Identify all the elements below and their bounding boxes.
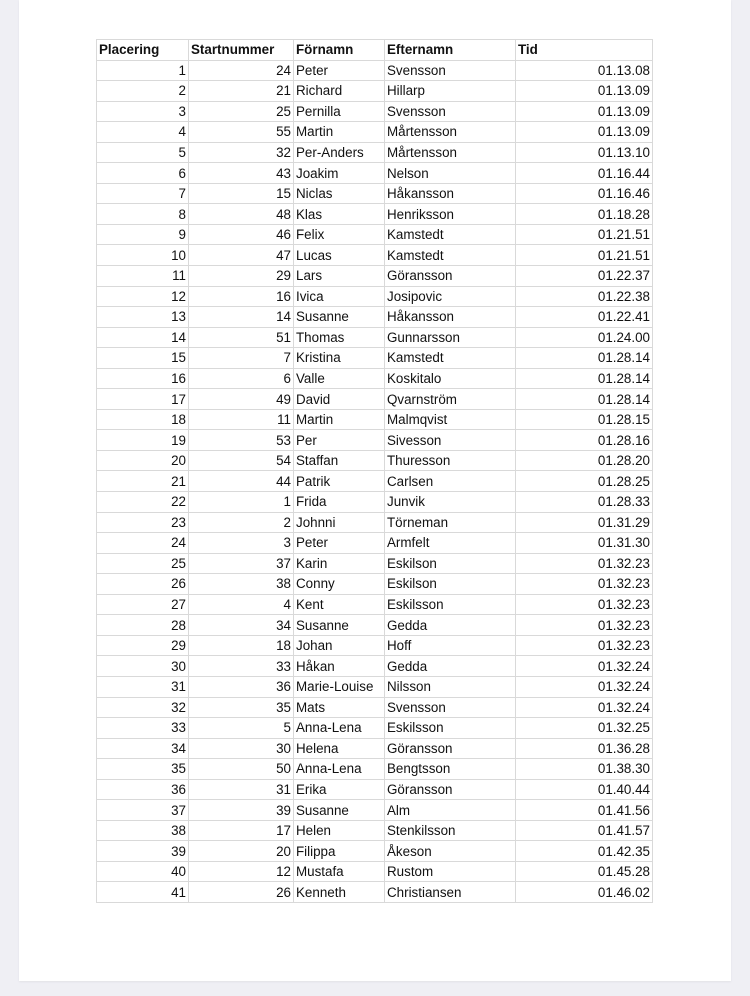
cell-startnummer: 44 bbox=[189, 471, 294, 492]
cell-placering: 19 bbox=[97, 430, 189, 451]
table-row bbox=[97, 656, 653, 677]
table-row bbox=[97, 204, 653, 225]
cell-tid: 01.18.28 bbox=[516, 204, 653, 225]
results-table bbox=[96, 39, 653, 903]
cell-tid: 01.42.35 bbox=[516, 841, 653, 862]
cell-startnummer: 20 bbox=[189, 841, 294, 862]
cell-placering: 30 bbox=[97, 656, 189, 677]
table-row bbox=[97, 841, 653, 862]
cell-fornamn: Kent bbox=[294, 594, 385, 615]
cell-fornamn: Martin bbox=[294, 409, 385, 430]
cell-tid: 01.32.24 bbox=[516, 697, 653, 718]
cell-tid: 01.28.33 bbox=[516, 492, 653, 513]
table-row bbox=[97, 820, 653, 841]
cell-placering: 26 bbox=[97, 574, 189, 595]
cell-efternamn: Mårtensson bbox=[385, 122, 516, 143]
cell-startnummer: 24 bbox=[189, 60, 294, 81]
table-row bbox=[97, 183, 653, 204]
cell-tid: 01.41.57 bbox=[516, 820, 653, 841]
cell-efternamn: Junvik bbox=[385, 492, 516, 513]
cell-efternamn: Christiansen bbox=[385, 882, 516, 903]
cell-efternamn: Kamstedt bbox=[385, 245, 516, 266]
cell-efternamn: Thuresson bbox=[385, 450, 516, 471]
cell-startnummer: 53 bbox=[189, 430, 294, 451]
cell-startnummer: 5 bbox=[189, 718, 294, 739]
cell-tid: 01.40.44 bbox=[516, 779, 653, 800]
cell-placering: 10 bbox=[97, 245, 189, 266]
cell-tid: 01.24.00 bbox=[516, 327, 653, 348]
cell-efternamn: Gedda bbox=[385, 615, 516, 636]
cell-fornamn: Anna-Lena bbox=[294, 759, 385, 780]
cell-efternamn: Bengtsson bbox=[385, 759, 516, 780]
table-row bbox=[97, 368, 653, 389]
cell-efternamn: Eskilson bbox=[385, 553, 516, 574]
cell-placering: 27 bbox=[97, 594, 189, 615]
cell-placering: 29 bbox=[97, 635, 189, 656]
cell-efternamn: Eskilson bbox=[385, 574, 516, 595]
cell-placering: 22 bbox=[97, 492, 189, 513]
cell-placering: 35 bbox=[97, 759, 189, 780]
cell-startnummer: 48 bbox=[189, 204, 294, 225]
cell-fornamn: Valle bbox=[294, 368, 385, 389]
cell-tid: 01.45.28 bbox=[516, 861, 653, 882]
cell-efternamn: Håkansson bbox=[385, 307, 516, 328]
cell-tid: 01.32.24 bbox=[516, 656, 653, 677]
cell-placering: 23 bbox=[97, 512, 189, 533]
cell-placering: 25 bbox=[97, 553, 189, 574]
cell-placering: 41 bbox=[97, 882, 189, 903]
cell-placering: 32 bbox=[97, 697, 189, 718]
cell-fornamn: Lars bbox=[294, 266, 385, 287]
cell-placering: 39 bbox=[97, 841, 189, 862]
cell-fornamn: Helena bbox=[294, 738, 385, 759]
cell-efternamn: Göransson bbox=[385, 738, 516, 759]
cell-startnummer: 38 bbox=[189, 574, 294, 595]
cell-efternamn: Nelson bbox=[385, 163, 516, 184]
cell-placering: 4 bbox=[97, 122, 189, 143]
cell-startnummer: 50 bbox=[189, 759, 294, 780]
cell-fornamn: Thomas bbox=[294, 327, 385, 348]
cell-efternamn: Svensson bbox=[385, 60, 516, 81]
cell-fornamn: Richard bbox=[294, 81, 385, 102]
cell-efternamn: Carlsen bbox=[385, 471, 516, 492]
header-efternamn: Efternamn bbox=[385, 40, 516, 61]
cell-efternamn: Mårtensson bbox=[385, 142, 516, 163]
cell-startnummer: 26 bbox=[189, 882, 294, 903]
cell-placering: 16 bbox=[97, 368, 189, 389]
cell-fornamn: Mats bbox=[294, 697, 385, 718]
cell-fornamn: Johan bbox=[294, 635, 385, 656]
cell-fornamn: Staffan bbox=[294, 450, 385, 471]
cell-tid: 01.22.41 bbox=[516, 307, 653, 328]
table-row bbox=[97, 574, 653, 595]
cell-efternamn: Hoff bbox=[385, 635, 516, 656]
cell-placering: 8 bbox=[97, 204, 189, 225]
cell-placering: 7 bbox=[97, 183, 189, 204]
table-row bbox=[97, 450, 653, 471]
cell-startnummer: 31 bbox=[189, 779, 294, 800]
cell-tid: 01.13.09 bbox=[516, 122, 653, 143]
cell-tid: 01.22.38 bbox=[516, 286, 653, 307]
cell-fornamn: Peter bbox=[294, 533, 385, 554]
cell-tid: 01.31.30 bbox=[516, 533, 653, 554]
cell-tid: 01.22.37 bbox=[516, 266, 653, 287]
cell-efternamn: Nilsson bbox=[385, 676, 516, 697]
cell-tid: 01.46.02 bbox=[516, 882, 653, 903]
header-tid: Tid bbox=[516, 40, 653, 61]
cell-efternamn: Eskilsson bbox=[385, 594, 516, 615]
cell-startnummer: 18 bbox=[189, 635, 294, 656]
table-row bbox=[97, 409, 653, 430]
cell-startnummer: 47 bbox=[189, 245, 294, 266]
cell-tid: 01.28.20 bbox=[516, 450, 653, 471]
cell-placering: 31 bbox=[97, 676, 189, 697]
table-row bbox=[97, 882, 653, 903]
cell-placering: 3 bbox=[97, 101, 189, 122]
cell-startnummer: 11 bbox=[189, 409, 294, 430]
cell-placering: 5 bbox=[97, 142, 189, 163]
cell-placering: 18 bbox=[97, 409, 189, 430]
cell-fornamn: Felix bbox=[294, 224, 385, 245]
cell-efternamn: Josipovic bbox=[385, 286, 516, 307]
cell-efternamn: Malmqvist bbox=[385, 409, 516, 430]
cell-efternamn: Alm bbox=[385, 800, 516, 821]
cell-fornamn: Karin bbox=[294, 553, 385, 574]
cell-efternamn: Göransson bbox=[385, 266, 516, 287]
cell-tid: 01.31.29 bbox=[516, 512, 653, 533]
cell-fornamn: Pernilla bbox=[294, 101, 385, 122]
cell-efternamn: Gedda bbox=[385, 656, 516, 677]
cell-fornamn: Mustafa bbox=[294, 861, 385, 882]
table-row bbox=[97, 224, 653, 245]
cell-placering: 24 bbox=[97, 533, 189, 554]
document-page bbox=[19, 0, 731, 981]
cell-efternamn: Göransson bbox=[385, 779, 516, 800]
cell-tid: 01.21.51 bbox=[516, 224, 653, 245]
table-row bbox=[97, 738, 653, 759]
table-row bbox=[97, 492, 653, 513]
cell-placering: 1 bbox=[97, 60, 189, 81]
cell-tid: 01.32.23 bbox=[516, 594, 653, 615]
cell-fornamn: Peter bbox=[294, 60, 385, 81]
cell-efternamn: Svensson bbox=[385, 697, 516, 718]
cell-startnummer: 17 bbox=[189, 820, 294, 841]
cell-fornamn: Ivica bbox=[294, 286, 385, 307]
cell-tid: 01.32.24 bbox=[516, 676, 653, 697]
table-row bbox=[97, 286, 653, 307]
cell-startnummer: 51 bbox=[189, 327, 294, 348]
cell-fornamn: Kenneth bbox=[294, 882, 385, 903]
cell-tid: 01.32.23 bbox=[516, 635, 653, 656]
table-row bbox=[97, 779, 653, 800]
cell-tid: 01.28.16 bbox=[516, 430, 653, 451]
cell-placering: 20 bbox=[97, 450, 189, 471]
cell-fornamn: Filippa bbox=[294, 841, 385, 862]
cell-tid: 01.28.14 bbox=[516, 348, 653, 369]
cell-fornamn: Erika bbox=[294, 779, 385, 800]
cell-efternamn: Sivesson bbox=[385, 430, 516, 451]
cell-efternamn: Eskilsson bbox=[385, 718, 516, 739]
cell-startnummer: 46 bbox=[189, 224, 294, 245]
cell-fornamn: Susanne bbox=[294, 615, 385, 636]
table-row bbox=[97, 101, 653, 122]
table-row bbox=[97, 163, 653, 184]
cell-placering: 6 bbox=[97, 163, 189, 184]
table-row bbox=[97, 861, 653, 882]
cell-placering: 28 bbox=[97, 615, 189, 636]
table-row bbox=[97, 676, 653, 697]
cell-tid: 01.16.44 bbox=[516, 163, 653, 184]
cell-tid: 01.32.23 bbox=[516, 574, 653, 595]
cell-tid: 01.32.23 bbox=[516, 553, 653, 574]
cell-placering: 17 bbox=[97, 389, 189, 410]
cell-placering: 40 bbox=[97, 861, 189, 882]
cell-fornamn: Håkan bbox=[294, 656, 385, 677]
cell-startnummer: 32 bbox=[189, 142, 294, 163]
cell-startnummer: 7 bbox=[189, 348, 294, 369]
table-row bbox=[97, 800, 653, 821]
cell-startnummer: 39 bbox=[189, 800, 294, 821]
cell-startnummer: 16 bbox=[189, 286, 294, 307]
cell-placering: 38 bbox=[97, 820, 189, 841]
cell-tid: 01.13.09 bbox=[516, 101, 653, 122]
cell-fornamn: Niclas bbox=[294, 183, 385, 204]
table-row bbox=[97, 327, 653, 348]
cell-placering: 9 bbox=[97, 224, 189, 245]
cell-tid: 01.32.25 bbox=[516, 718, 653, 739]
cell-startnummer: 15 bbox=[189, 183, 294, 204]
cell-fornamn: Lucas bbox=[294, 245, 385, 266]
cell-placering: 21 bbox=[97, 471, 189, 492]
table-row bbox=[97, 718, 653, 739]
table-row bbox=[97, 81, 653, 102]
cell-fornamn: Susanne bbox=[294, 307, 385, 328]
cell-tid: 01.36.28 bbox=[516, 738, 653, 759]
cell-tid: 01.28.25 bbox=[516, 471, 653, 492]
cell-placering: 13 bbox=[97, 307, 189, 328]
cell-fornamn: Martin bbox=[294, 122, 385, 143]
cell-fornamn: Patrik bbox=[294, 471, 385, 492]
table-row bbox=[97, 471, 653, 492]
cell-placering: 12 bbox=[97, 286, 189, 307]
cell-startnummer: 14 bbox=[189, 307, 294, 328]
cell-startnummer: 49 bbox=[189, 389, 294, 410]
cell-fornamn: Helen bbox=[294, 820, 385, 841]
cell-placering: 34 bbox=[97, 738, 189, 759]
cell-fornamn: Johnni bbox=[294, 512, 385, 533]
cell-fornamn: Per bbox=[294, 430, 385, 451]
cell-placering: 33 bbox=[97, 718, 189, 739]
cell-startnummer: 29 bbox=[189, 266, 294, 287]
cell-efternamn: Hillarp bbox=[385, 81, 516, 102]
table-row bbox=[97, 615, 653, 636]
cell-efternamn: Törneman bbox=[385, 512, 516, 533]
cell-placering: 37 bbox=[97, 800, 189, 821]
table-row bbox=[97, 266, 653, 287]
table-row bbox=[97, 142, 653, 163]
cell-tid: 01.28.14 bbox=[516, 389, 653, 410]
cell-startnummer: 36 bbox=[189, 676, 294, 697]
cell-placering: 2 bbox=[97, 81, 189, 102]
table-row bbox=[97, 533, 653, 554]
cell-fornamn: Per-Anders bbox=[294, 142, 385, 163]
cell-fornamn: Susanne bbox=[294, 800, 385, 821]
header-row bbox=[97, 40, 653, 61]
header-placering: Placering bbox=[97, 40, 189, 61]
cell-startnummer: 2 bbox=[189, 512, 294, 533]
cell-placering: 11 bbox=[97, 266, 189, 287]
header-startnummer: Startnummer bbox=[189, 40, 294, 61]
cell-tid: 01.21.51 bbox=[516, 245, 653, 266]
cell-efternamn: Qvarnström bbox=[385, 389, 516, 410]
cell-startnummer: 43 bbox=[189, 163, 294, 184]
cell-fornamn: Kristina bbox=[294, 348, 385, 369]
cell-tid: 01.38.30 bbox=[516, 759, 653, 780]
cell-efternamn: Kamstedt bbox=[385, 348, 516, 369]
cell-efternamn: Rustom bbox=[385, 861, 516, 882]
cell-startnummer: 30 bbox=[189, 738, 294, 759]
table-row bbox=[97, 245, 653, 266]
cell-tid: 01.41.56 bbox=[516, 800, 653, 821]
cell-fornamn: Conny bbox=[294, 574, 385, 595]
cell-efternamn: Åkeson bbox=[385, 841, 516, 862]
cell-startnummer: 54 bbox=[189, 450, 294, 471]
cell-startnummer: 35 bbox=[189, 697, 294, 718]
cell-startnummer: 25 bbox=[189, 101, 294, 122]
cell-tid: 01.32.23 bbox=[516, 615, 653, 636]
cell-fornamn: Marie-Louise bbox=[294, 676, 385, 697]
table-row bbox=[97, 512, 653, 533]
table-row bbox=[97, 60, 653, 81]
table-row bbox=[97, 759, 653, 780]
table-row bbox=[97, 635, 653, 656]
cell-startnummer: 3 bbox=[189, 533, 294, 554]
cell-efternamn: Koskitalo bbox=[385, 368, 516, 389]
cell-efternamn: Armfelt bbox=[385, 533, 516, 554]
table-row bbox=[97, 389, 653, 410]
cell-efternamn: Gunnarsson bbox=[385, 327, 516, 348]
cell-fornamn: Klas bbox=[294, 204, 385, 225]
cell-fornamn: Anna-Lena bbox=[294, 718, 385, 739]
cell-startnummer: 37 bbox=[189, 553, 294, 574]
cell-startnummer: 33 bbox=[189, 656, 294, 677]
cell-startnummer: 4 bbox=[189, 594, 294, 615]
cell-tid: 01.28.15 bbox=[516, 409, 653, 430]
cell-placering: 14 bbox=[97, 327, 189, 348]
table-row bbox=[97, 553, 653, 574]
cell-fornamn: David bbox=[294, 389, 385, 410]
cell-efternamn: Håkansson bbox=[385, 183, 516, 204]
cell-fornamn: Joakim bbox=[294, 163, 385, 184]
cell-tid: 01.16.46 bbox=[516, 183, 653, 204]
table-row bbox=[97, 697, 653, 718]
header-fornamn: Förnamn bbox=[294, 40, 385, 61]
cell-tid: 01.13.10 bbox=[516, 142, 653, 163]
cell-startnummer: 1 bbox=[189, 492, 294, 513]
cell-placering: 15 bbox=[97, 348, 189, 369]
cell-startnummer: 34 bbox=[189, 615, 294, 636]
table-row bbox=[97, 348, 653, 369]
cell-startnummer: 12 bbox=[189, 861, 294, 882]
table-body bbox=[97, 60, 653, 902]
cell-efternamn: Stenkilsson bbox=[385, 820, 516, 841]
cell-fornamn: Frida bbox=[294, 492, 385, 513]
cell-startnummer: 6 bbox=[189, 368, 294, 389]
cell-tid: 01.28.14 bbox=[516, 368, 653, 389]
cell-startnummer: 21 bbox=[189, 81, 294, 102]
table-row bbox=[97, 594, 653, 615]
cell-placering: 36 bbox=[97, 779, 189, 800]
table-row bbox=[97, 122, 653, 143]
table-row bbox=[97, 430, 653, 451]
cell-tid: 01.13.09 bbox=[516, 81, 653, 102]
table-row bbox=[97, 307, 653, 328]
cell-efternamn: Kamstedt bbox=[385, 224, 516, 245]
cell-startnummer: 55 bbox=[189, 122, 294, 143]
cell-efternamn: Svensson bbox=[385, 101, 516, 122]
cell-efternamn: Henriksson bbox=[385, 204, 516, 225]
cell-tid: 01.13.08 bbox=[516, 60, 653, 81]
